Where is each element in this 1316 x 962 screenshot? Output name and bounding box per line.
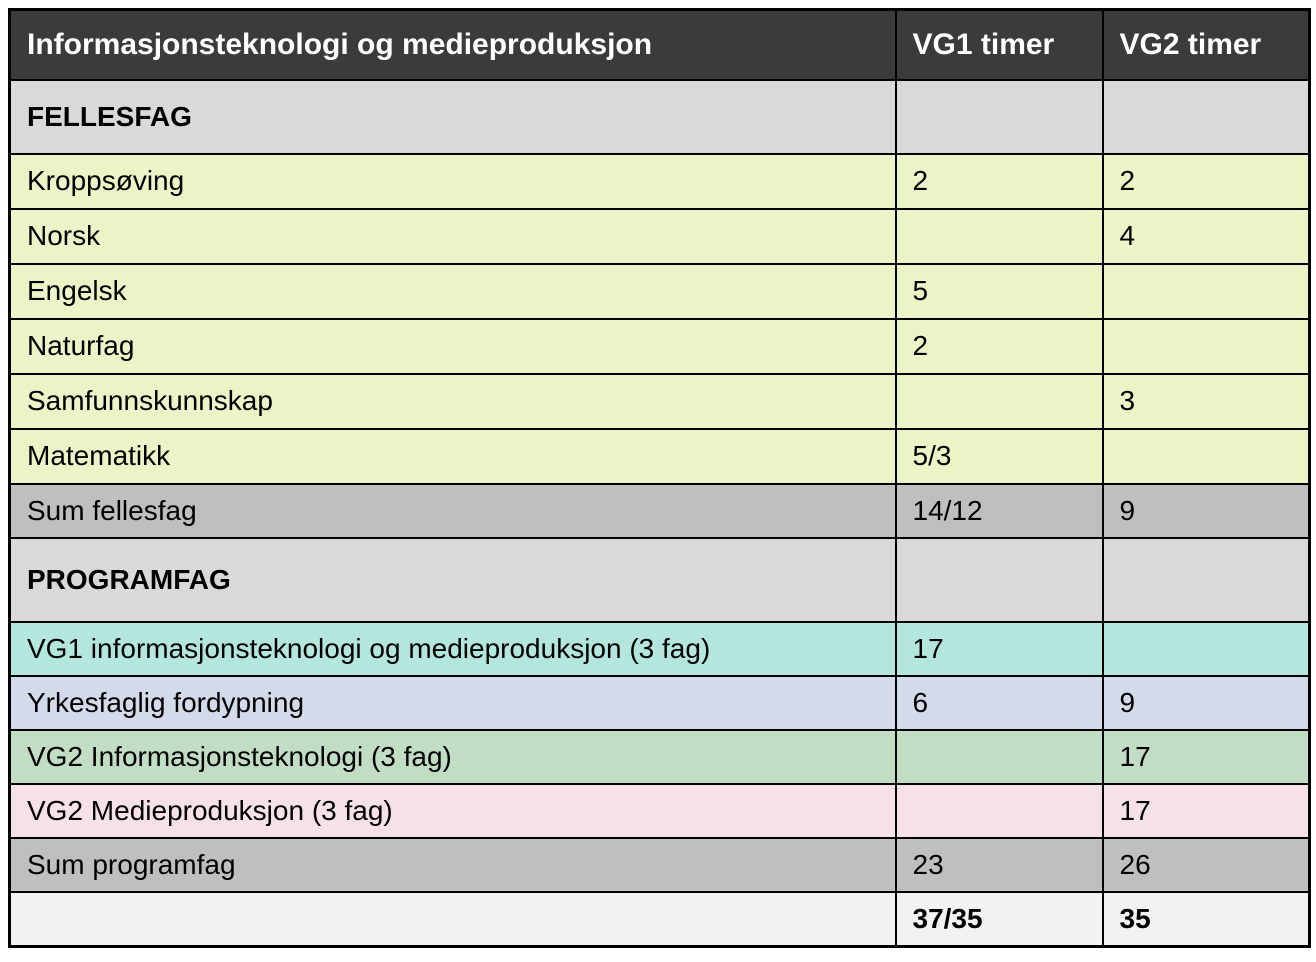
table-row (10, 730, 1310, 784)
subject-cell: Naturfag (10, 319, 896, 374)
vg2-hours-cell: 2 (1103, 154, 1310, 209)
vg2-hours-cell: 9 (1103, 676, 1310, 730)
table-row (10, 622, 1310, 676)
vg2-hours-cell: 17 (1103, 784, 1310, 838)
subject-cell (10, 892, 896, 946)
subject-cell: VG2 Informasjonsteknologi (3 fag) (10, 730, 896, 784)
vg2-column-header: VG2 timer (1103, 10, 1310, 81)
vg1-hours-cell: 17 (896, 622, 1103, 676)
curriculum-table (8, 8, 1311, 948)
vg2-hours-cell (1103, 538, 1310, 622)
table-row (10, 538, 1310, 622)
vg2-hours-cell (1103, 264, 1310, 319)
vg2-hours-cell (1103, 80, 1310, 154)
subject-cell: VG2 Medieproduksjon (3 fag) (10, 784, 896, 838)
vg1-hours-cell: 6 (896, 676, 1103, 730)
vg1-hours-cell (896, 374, 1103, 429)
table-row (10, 80, 1310, 154)
vg1-hours-cell: 2 (896, 319, 1103, 374)
vg2-hours-cell: 35 (1103, 892, 1310, 946)
vg2-hours-cell: 17 (1103, 730, 1310, 784)
table-row (10, 374, 1310, 429)
table-body (10, 80, 1310, 946)
table-row (10, 838, 1310, 892)
vg1-hours-cell: 23 (896, 838, 1103, 892)
table-row (10, 676, 1310, 730)
vg1-hours-cell: 14/12 (896, 484, 1103, 538)
subject-cell: Yrkesfaglig fordypning (10, 676, 896, 730)
header-row (10, 10, 1310, 81)
vg2-hours-cell: 3 (1103, 374, 1310, 429)
vg1-column-header: VG1 timer (896, 10, 1103, 81)
table-title: Informasjonsteknologi og medieproduksjon (10, 10, 896, 81)
vg2-hours-cell (1103, 622, 1310, 676)
vg1-hours-cell (896, 538, 1103, 622)
table-row (10, 154, 1310, 209)
subject-cell: Norsk (10, 209, 896, 264)
subject-cell: Matematikk (10, 429, 896, 484)
vg2-hours-cell: 26 (1103, 838, 1310, 892)
vg2-hours-cell (1103, 319, 1310, 374)
vg1-hours-cell (896, 730, 1103, 784)
subject-cell: Sum programfag (10, 838, 896, 892)
subject-cell: Sum fellesfag (10, 484, 896, 538)
table-row (10, 209, 1310, 264)
subject-cell: Kroppsøving (10, 154, 896, 209)
vg1-hours-cell: 37/35 (896, 892, 1103, 946)
vg1-hours-cell: 2 (896, 154, 1103, 209)
table-row (10, 784, 1310, 838)
table-row (10, 484, 1310, 538)
subject-cell: PROGRAMFAG (10, 538, 896, 622)
vg2-hours-cell (1103, 429, 1310, 484)
vg1-hours-cell: 5 (896, 264, 1103, 319)
subject-cell: FELLESFAG (10, 80, 896, 154)
table-row (10, 892, 1310, 946)
table-row (10, 319, 1310, 374)
subject-cell: Engelsk (10, 264, 896, 319)
vg1-hours-cell: 5/3 (896, 429, 1103, 484)
vg1-hours-cell (896, 784, 1103, 838)
vg1-hours-cell (896, 209, 1103, 264)
table-row (10, 264, 1310, 319)
vg2-hours-cell: 4 (1103, 209, 1310, 264)
vg2-hours-cell: 9 (1103, 484, 1310, 538)
subject-cell: Samfunnskunnskap (10, 374, 896, 429)
table-row (10, 429, 1310, 484)
vg1-hours-cell (896, 80, 1103, 154)
subject-cell: VG1 informasjonsteknologi og medieproduksjon (3 fag) (10, 622, 896, 676)
